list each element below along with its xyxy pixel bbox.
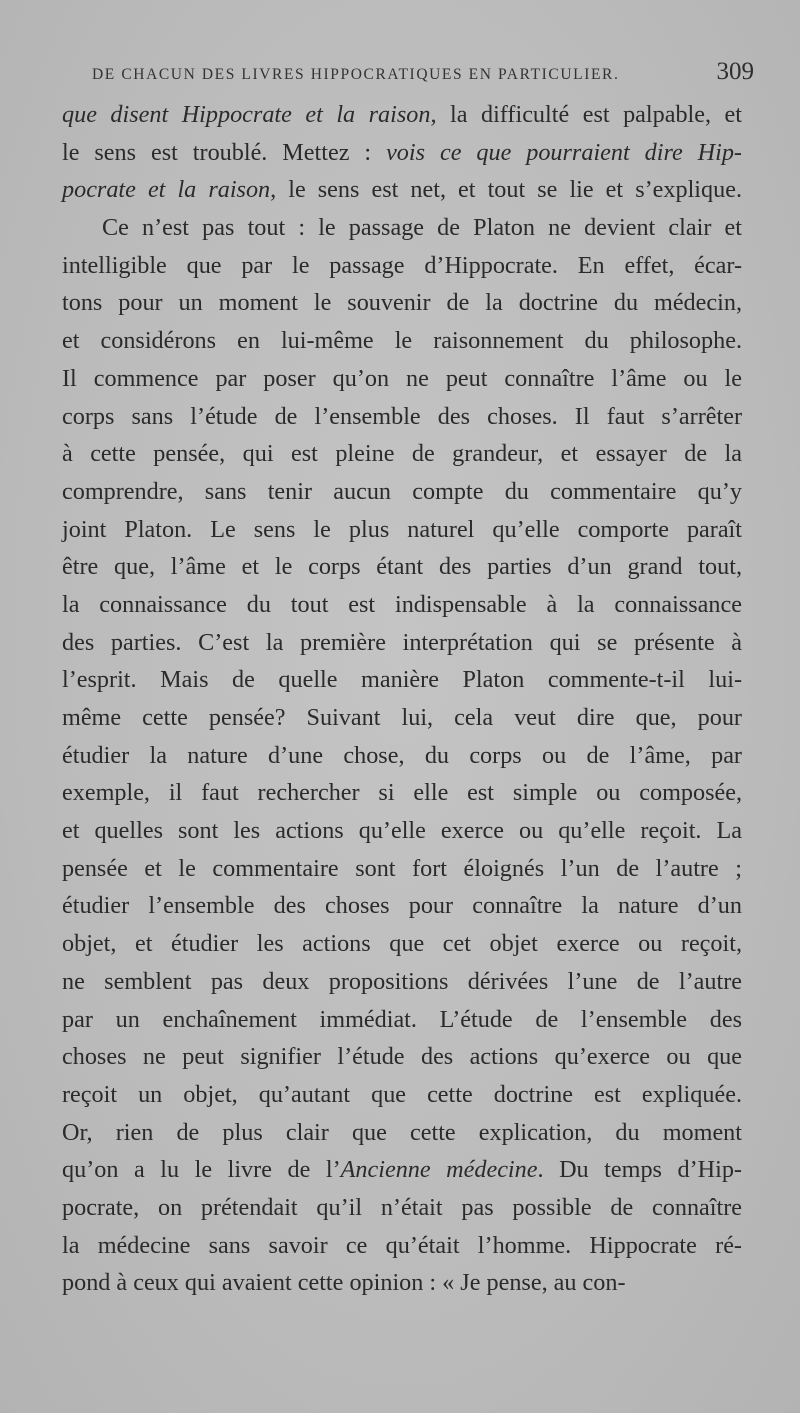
text-segment: pond à ceux qui avaient cette opinion : « Je pense, au con- bbox=[62, 1269, 626, 1297]
text-line bbox=[62, 1114, 742, 1152]
text-line bbox=[62, 1264, 742, 1302]
text-line bbox=[62, 774, 742, 812]
text-segment: la médecine sans savoir ce qu’était l’homme. Hippocrate ré- bbox=[62, 1231, 742, 1259]
text-segment: Ce n’est pas tout : le passage de Platon ne devient clair et bbox=[102, 214, 742, 242]
text-line bbox=[62, 1189, 742, 1227]
text-line bbox=[62, 171, 742, 209]
italic-text: pocrate et la raison, bbox=[62, 176, 277, 204]
text-line bbox=[62, 1076, 742, 1114]
italic-text: vois ce que pourraient dire Hip- bbox=[386, 138, 742, 166]
text-segment: Or, rien de plus clair que cette explication, du moment bbox=[62, 1118, 742, 1146]
text-segment: objet, et étudier les actions que cet objet exerce ou reçoit, bbox=[62, 930, 742, 958]
text-line bbox=[62, 925, 742, 963]
italic-text: Ancienne médecine bbox=[340, 1156, 538, 1184]
text-segment: comprendre, sans tenir aucun compte du commentaire qu’y bbox=[62, 477, 742, 505]
italic-text: que disent Hippocrate et la raison, bbox=[62, 101, 437, 128]
text-line bbox=[62, 1151, 742, 1189]
text-line bbox=[62, 511, 742, 549]
text-segment: pensée et le commentaire sont fort éloignés l’un de l’autre ; bbox=[62, 854, 742, 882]
text-segment: être que, l’âme et le corps étant des parties d’un grand tout, bbox=[62, 553, 742, 581]
text-segment: étudier la nature d’une chose, du corps ou de l’âme, par bbox=[62, 741, 742, 769]
text-segment: l’esprit. Mais de quelle manière Platon commente-t-il lui- bbox=[62, 666, 742, 694]
text-segment: intelligible que par le passage d’Hippocrate. En effet, écar- bbox=[62, 251, 742, 279]
text-segment: ne semblent pas deux propositions dérivées l’une de l’autre bbox=[62, 967, 742, 995]
text-segment: Il commence par poser qu’on ne peut connaître l’âme ou le bbox=[62, 364, 742, 392]
text-line bbox=[62, 661, 742, 699]
text-segment: tons pour un moment le souvenir de la doctrine du médecin, bbox=[62, 289, 742, 317]
text-segment: corps sans l’étude de l’ensemble des choses. Il faut s’arrêter bbox=[62, 402, 742, 430]
text-segment: le sens est net, et tout se lie et s’explique. bbox=[276, 176, 742, 204]
text-line bbox=[62, 1038, 742, 1076]
text-line bbox=[62, 435, 742, 473]
text-line bbox=[62, 134, 742, 172]
text-segment: choses ne peut signifier l’étude des actions qu’exerce ou que bbox=[62, 1043, 742, 1071]
text-line bbox=[62, 1001, 742, 1039]
text-line bbox=[62, 360, 742, 398]
body-text bbox=[62, 96, 742, 1302]
text-line bbox=[62, 209, 742, 247]
text-line bbox=[62, 624, 742, 662]
text-line bbox=[62, 850, 742, 888]
text-line bbox=[62, 284, 742, 322]
running-head bbox=[90, 58, 754, 92]
text-segment: des parties. C’est la première interprétation qui se présente à bbox=[62, 628, 742, 656]
text-segment: par un enchaînement immédiat. L’étude de l’ensemble des bbox=[62, 1005, 742, 1033]
text-segment: qu’on a lu le livre de l’ bbox=[62, 1156, 341, 1184]
text-line bbox=[62, 737, 742, 775]
text-segment: et quelles sont les actions qu’elle exerce ou qu’elle reçoit. La bbox=[62, 817, 742, 845]
text-segment: même cette pensée? Suivant lui, cela veut dire que, pour bbox=[62, 704, 742, 731]
text-line bbox=[62, 963, 742, 1001]
text-line bbox=[62, 398, 742, 436]
page-number: 309 bbox=[716, 58, 754, 85]
text-segment: et considérons en lui-même le raisonnement du philosophe. bbox=[62, 327, 742, 355]
text-line bbox=[62, 812, 742, 850]
running-head-title: DE CHACUN DES LIVRES HIPPOCRATIQUES EN PARTICULIER. bbox=[92, 66, 620, 83]
text-segment: à cette pensée, qui est pleine de grandeur, et essayer de la bbox=[62, 440, 742, 468]
text-segment: pocrate, on prétendait qu’il n’était pas possible de connaître bbox=[62, 1193, 742, 1221]
text-segment: le sens est troublé. Mettez : bbox=[62, 138, 387, 166]
text-line bbox=[62, 473, 742, 511]
text-line bbox=[62, 699, 742, 737]
text-line bbox=[62, 586, 742, 624]
text-segment: la connaissance du tout est indispensable à la connaissance bbox=[62, 590, 742, 618]
text-line bbox=[62, 322, 742, 360]
text-line bbox=[62, 1227, 742, 1265]
text-segment: la difficulté est palpable, et bbox=[436, 101, 743, 128]
text-line bbox=[62, 887, 742, 925]
text-segment: . Du temps d’Hip- bbox=[537, 1156, 742, 1184]
text-line bbox=[62, 548, 742, 586]
text-line bbox=[62, 247, 742, 285]
text-line bbox=[62, 96, 742, 134]
text-segment: exemple, il faut rechercher si elle est simple ou composée, bbox=[62, 779, 742, 807]
text-segment: étudier l’ensemble des choses pour connaître la nature d’un bbox=[62, 892, 742, 920]
text-segment: reçoit un objet, qu’autant que cette doctrine est expliquée. bbox=[62, 1080, 742, 1108]
text-segment: joint Platon. Le sens le plus naturel qu’elle comporte paraît bbox=[62, 515, 742, 543]
